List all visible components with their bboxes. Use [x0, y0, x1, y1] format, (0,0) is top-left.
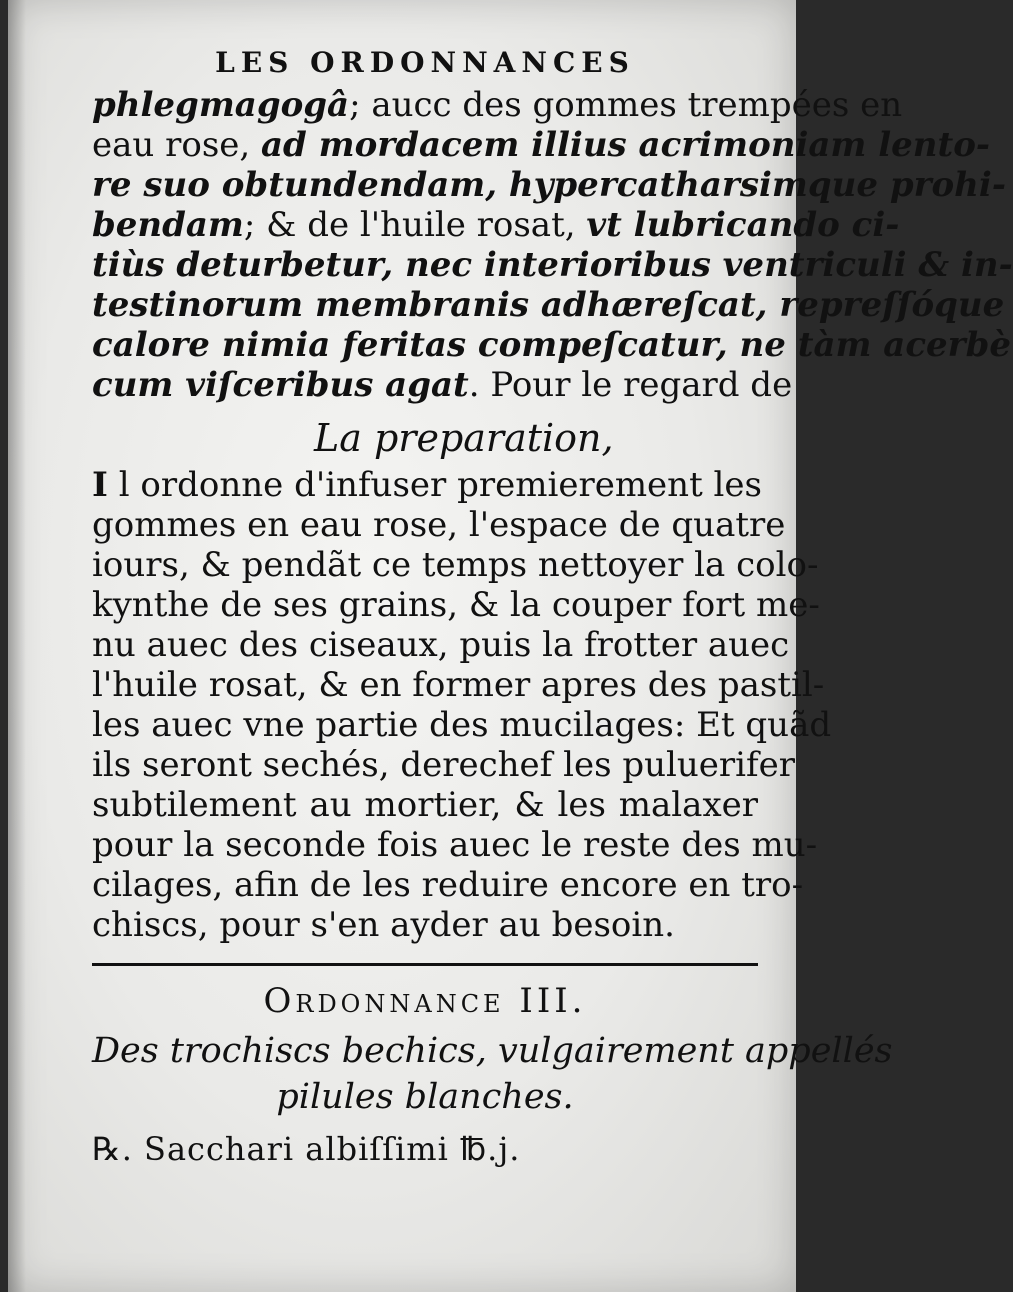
text-run: iours, & pendãt ce temps nettoyer la colo- [92, 545, 819, 585]
section-divider-rule [92, 963, 758, 966]
paragraph-2-line [92, 905, 758, 945]
text-run: subtilement au mortier, & les malaxer [92, 785, 758, 825]
ordonnance-title: Ordonnance III. [263, 981, 587, 1021]
paragraph-2-line [92, 625, 790, 665]
paragraph-1-line [92, 325, 1011, 365]
text-run: tiùs deturbetur, nec interioribus ventriculi & in- [92, 245, 1013, 285]
paragraph-2-line [92, 585, 820, 625]
ordonnance-subtitle-line-1: Des trochiscs bechics, vulgairement appellés [92, 1031, 893, 1071]
text-run: les auec vne partie des mucilages: Et quãd [92, 705, 832, 745]
text-run: kynthe de ses grains, & la couper fort me- [92, 585, 820, 625]
text-run: eau rose, [92, 125, 262, 165]
text-run: cilages, afin de les reduire encore en tro- [92, 865, 804, 905]
paragraph-2-line [92, 705, 832, 745]
text-run: pour la seconde fois auec le reste des mu- [92, 825, 818, 865]
paragraph-2-line [92, 665, 825, 705]
paragraph-2-line [92, 865, 804, 905]
page-text-block [92, 46, 1013, 1172]
paragraph-1-line [92, 285, 1005, 325]
recipe-line: ℞. Sacchari albiſſimi ℔.j. [92, 1130, 521, 1168]
paragraph-1-line [92, 205, 900, 245]
paragraph-2-line [92, 825, 818, 865]
text-run: phlegmagogâ [92, 85, 350, 125]
initial-letter: I [92, 465, 108, 505]
book-page [8, 0, 1013, 1292]
paragraph-1-line [92, 365, 793, 405]
paragraph-2 [92, 465, 832, 945]
text-run: ils seront sechés, derechef les puluerifer [92, 745, 795, 785]
text-run: re suo obtundendam, hypercatharsimque prohi- [92, 165, 1006, 205]
paragraph-1-line [92, 245, 1013, 285]
text-run: vt lubricando ci- [586, 205, 900, 245]
text-run: ; aucc des gommes trempées en [349, 85, 903, 125]
paragraph-1-line [92, 85, 903, 125]
paragraph-2-line [92, 545, 819, 585]
text-run: . Pour le regard de [468, 365, 793, 405]
paragraph-2-line [92, 505, 786, 545]
text-run: bendam [92, 205, 244, 245]
section-title: La preparation, [314, 416, 614, 460]
page-gutter-shadow [8, 0, 26, 1292]
paragraph-2-line [92, 785, 758, 825]
text-run: cum viſceribus agat [92, 365, 469, 405]
text-run: l'huile rosat, & en former apres des pastil- [92, 665, 825, 705]
ordonnance-subtitle-line-2: pilules blanches. [276, 1077, 574, 1117]
running-head: LES ORDONNANCES [215, 46, 635, 79]
paragraph-1-line [92, 125, 990, 165]
paragraph-1-line [92, 165, 1006, 205]
paragraph-1 [92, 85, 1013, 405]
text-run: calore nimia feritas compeſcatur, ne tàm acerbè [92, 325, 1011, 365]
paragraph-2-line [92, 745, 795, 785]
text-run: nu auec des ciseaux, puis la frotter auec [92, 625, 790, 665]
text-run: chiscs, pour s'en ayder au besoin. [92, 905, 675, 945]
text-run: ; & de l'huile rosat, [243, 205, 587, 245]
paragraph-2-line [92, 465, 762, 505]
text-run: l ordonne d'infuser premierement les [107, 465, 762, 505]
text-run: ad mordacem illius acrimoniam lento- [261, 125, 990, 165]
text-run: testinorum membranis adhæreſcat, repreſſóque [92, 285, 1005, 325]
text-run: gommes en eau rose, l'espace de quatre [92, 505, 786, 545]
